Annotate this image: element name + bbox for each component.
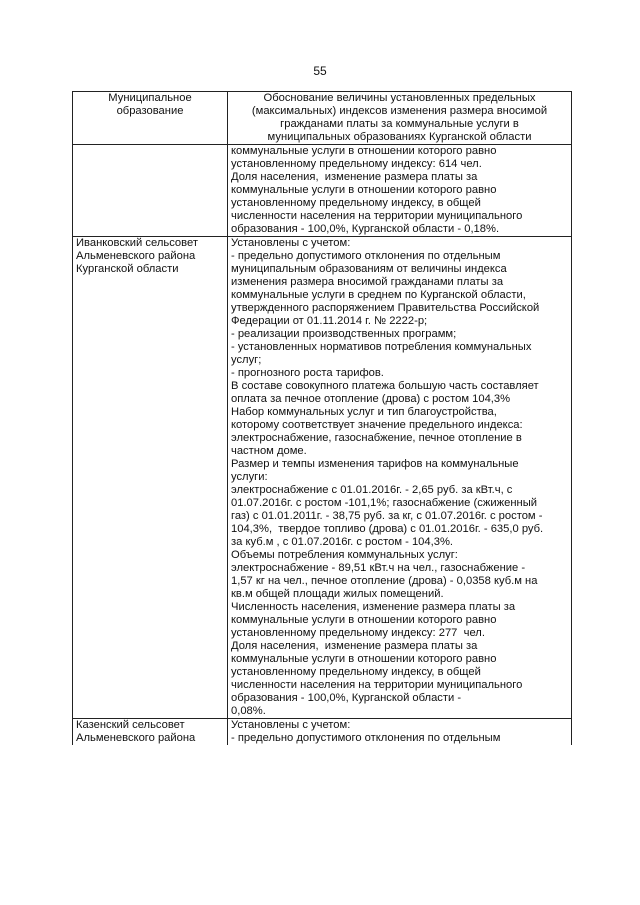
justification-line: Федерации от 01.11.2014 г. № 2222-р; — [231, 315, 428, 327]
justification-line: 0,08%. — [231, 705, 266, 717]
municipality-line: Альменевского района — [76, 732, 196, 744]
header-justification-line: муниципальных образованиях Курганской области — [267, 131, 532, 143]
justification-line: установленному предельному индексу, в общей — [231, 666, 481, 678]
justification-line: электроснабжение, газоснабжение, печное отопление в — [231, 432, 522, 444]
table-row — [73, 719, 572, 746]
justification-line: установленному предельному индексу, в общей — [231, 197, 481, 209]
justification-line: - реализации производственных программ; — [231, 328, 457, 340]
justification-line: муниципальным образованиям от величины индекса — [231, 263, 507, 275]
header-justification-line: (максимальных) индексов изменения размера вносимой — [251, 105, 548, 117]
header-municipality — [73, 92, 228, 145]
justification-cell — [228, 719, 572, 746]
page-number: 55 — [313, 64, 327, 78]
municipality-cell — [73, 719, 228, 746]
header-justification-line: Обоснование величины установленных предельных — [263, 92, 536, 104]
justification-line: 104,3%, твердое топливо (дрова) с 01.01.2016г. - 635,0 руб. — [231, 523, 544, 535]
justification-line: - установленных нормативов потребления коммунальных — [231, 341, 532, 353]
justification-line: Доля населения, изменение размера платы за — [231, 171, 478, 183]
justification-line: оплата за печное отопление (дрова) с ростом 104,3% — [231, 393, 511, 405]
justification-line: образования - 100,0%, Курганской области - — [231, 692, 462, 704]
justification-line: кв.м общей площади жилых помещений. — [231, 588, 444, 600]
justification-line: Установлены с учетом: — [231, 719, 351, 731]
municipality-cell — [73, 237, 228, 719]
justification-line: 01.07.2016г. с ростом -101,1%; газоснабжение (сжиженный — [231, 497, 537, 509]
justification-line: коммунальные услуги в среднем по Курганской области, — [231, 289, 526, 301]
justification-line: - предельно допустимого отклонения по отдельным — [231, 250, 501, 262]
table-header-row — [73, 92, 572, 145]
justification-line: Установлены с учетом: — [231, 237, 351, 249]
justification-line: электроснабжение - 89,51 кВт.ч на чел., газоснабжение - — [231, 562, 526, 574]
justification-line: коммунальные услуги в отношении которого равно — [231, 653, 497, 665]
municipality-line: Курганской области — [76, 263, 179, 275]
justification-line: изменения размера вносимой гражданами платы за — [231, 276, 504, 288]
justification-cell — [228, 145, 572, 237]
municipality-line: Альменевского района — [76, 250, 196, 262]
justification-line: коммунальные услуги в отношении которого равно — [231, 145, 497, 157]
justification-line: - прогнозного роста тарифов. — [231, 367, 384, 379]
justification-line: коммунальные услуги в отношении которого равно — [231, 614, 497, 626]
justification-line: установленному предельному индексу: 277 чел. — [231, 627, 485, 639]
justification-line: установленному предельному индексу: 614 чел. — [231, 158, 482, 170]
justification-line: за куб.м , с 01.07.2016г. с ростом - 104,3%. — [231, 536, 454, 548]
header-municipality-line: образование — [116, 105, 184, 117]
justification-line: В составе совокупного платежа большую часть составляет — [231, 380, 539, 392]
justification-line: электроснабжение с 01.01.2016г. - 2,65 руб. за кВт.ч, с — [231, 484, 513, 496]
justification-line: Доля населения, изменение размера платы за — [231, 640, 478, 652]
justification-line: утвержденного распоряжением Правительства Российской — [231, 302, 540, 314]
justification-line: частном доме. — [231, 445, 307, 457]
justification-line: газ) с 01.01.2011г. - 38,75 руб. за кг, с 01.07.2016г. с ростом - — [231, 510, 543, 522]
header-justification — [228, 92, 572, 145]
justification-line: коммунальные услуги в отношении которого равно — [231, 184, 497, 196]
municipality-line: Казенский сельсовет — [76, 719, 185, 731]
header-justification-line: гражданами платы за коммунальные услуги в — [280, 118, 519, 130]
justification-line: 1,57 кг на чел., печное отопление (дрова) - 0,0358 куб.м на — [231, 575, 538, 587]
justification-line: Размер и темпы изменения тарифов на коммунальные — [231, 458, 519, 470]
justification-table — [72, 91, 572, 745]
justification-line: Объемы потребления коммунальных услуг: — [231, 549, 458, 561]
justification-line: численности населения на территории муниципального — [231, 679, 523, 691]
municipality-line: Иванковский сельсовет — [76, 237, 198, 249]
justification-line: услуг; — [231, 354, 262, 366]
table-body — [73, 145, 572, 746]
justification-line: Численность населения, изменение размера платы за — [231, 601, 516, 613]
justification-line: которому соответствует значение предельного индекса: — [231, 419, 523, 431]
justification-line: образования - 100,0%, Курганской области - 0,18%. — [231, 223, 500, 235]
header-municipality-line: Муниципальное — [108, 92, 192, 104]
table-row — [73, 237, 572, 719]
municipality-cell — [73, 145, 228, 237]
justification-line: численности населения на территории муниципального — [231, 210, 523, 222]
table-row — [73, 145, 572, 237]
justification-line: услуги: — [231, 471, 268, 483]
justification-line: Набор коммунальных услуг и тип благоустройства, — [231, 406, 497, 418]
justification-cell — [228, 237, 572, 719]
justification-line: - предельно допустимого отклонения по отдельным — [231, 732, 501, 744]
